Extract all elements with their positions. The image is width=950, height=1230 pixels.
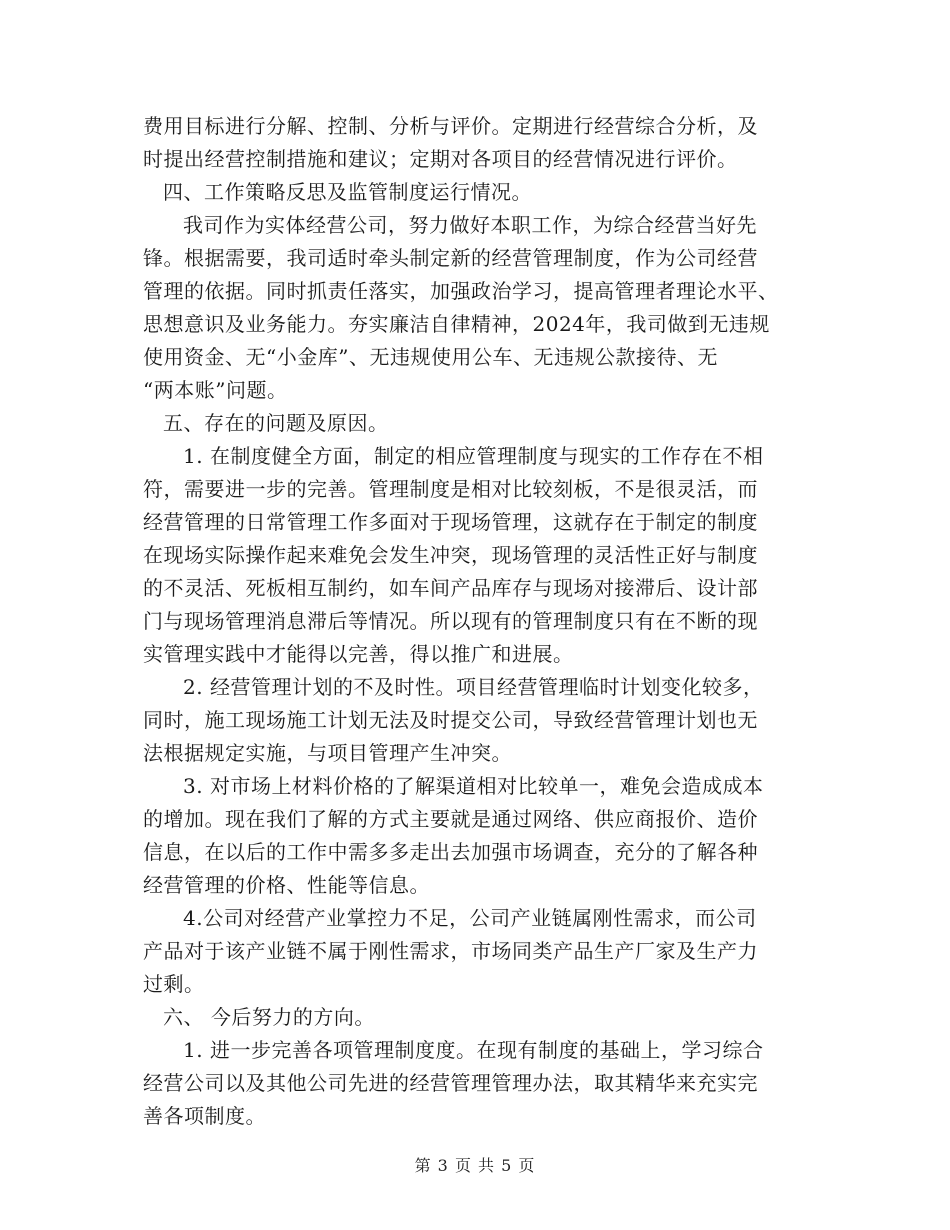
text-line: 管理的依据。同时抓责任落实，加强政治学习，提高管理者理论水平、 — [143, 279, 779, 303]
text-line: “两本账”问题。 — [143, 378, 288, 402]
text-line: 经营管理的日常管理工作多面对于现场管理，这就存在于制定的制度 — [143, 510, 758, 534]
text-line: 我司作为实体经营公司，努力做好本职工作，为综合经营当好先 — [183, 213, 757, 237]
section-heading: 六、 今后努力的方向。 — [163, 1005, 375, 1029]
text-line: 经营公司以及其他公司先进的经营管理管理办法，取其精华来充实完 — [143, 1071, 758, 1095]
text-line: 2. 经营管理计划的不及时性。项目经营管理临时计划变化较多， — [183, 675, 764, 699]
text-line: 使用资金、无“小金库”、无违规使用公车、无违规公款接待、无 — [143, 345, 718, 369]
text-line: 产品对于该产业链不属于刚性需求，市场同类产品生产厂家及生产力 — [143, 939, 758, 963]
text-line: 思想意识及业务能力。夯实廉洁自律精神，2024年，我司做到无违规 — [143, 312, 770, 336]
text-line: 时提出经营控制措施和建议；定期对各项目的经营情况进行评价。 — [143, 147, 738, 171]
text-line: 善各项制度。 — [143, 1104, 266, 1128]
text-line: 的不灵活、死板相互制约，如车间产品库存与现场对接滞后、设计部 — [143, 576, 758, 600]
text-line: 经营管理的价格、性能等信息。 — [143, 873, 430, 897]
text-line: 过剩。 — [143, 972, 205, 996]
text-line: 在现场实际操作起来难免会发生冲突，现场管理的灵活性正好与制度 — [143, 543, 758, 567]
text-line: 3. 对市场上材料价格的了解渠道相对比较单一，难免会造成成本 — [183, 774, 764, 798]
page-footer: 第 3 页 共 5 页 — [414, 1156, 536, 1175]
text-line: 4.公司对经营产业掌控力不足，公司产业链属刚性需求，而公司 — [183, 906, 757, 930]
text-line: 的增加。现在我们了解的方式主要就是通过网络、供应商报价、造价 — [143, 807, 758, 831]
section-heading: 四、工作策略反思及监管制度运行情况。 — [163, 180, 532, 204]
section-heading: 五、存在的问题及原因。 — [163, 411, 389, 435]
text-line: 门与现场管理消息滞后等情况。所以现有的管理制度只有在不断的现 — [143, 609, 758, 633]
text-line: 1. 在制度健全方面，制定的相应管理制度与现实的工作存在不相 — [183, 444, 764, 468]
text-line: 1. 进一步完善各项管理制度度。在现有制度的基础上，学习综合 — [183, 1038, 764, 1062]
text-line: 符，需要进一步的完善。管理制度是相对比较刻板，不是很灵活，而 — [143, 477, 758, 501]
text-line: 锋。根据需要，我司适时牵头制定新的经营管理制度，作为公司经营 — [143, 246, 758, 270]
text-line: 实管理实践中才能得以完善，得以推广和进展。 — [143, 642, 574, 666]
text-line: 费用目标进行分解、控制、分析与评价。定期进行经营综合分析，及 — [143, 114, 758, 138]
text-line: 信息，在以后的工作中需多多走出去加强市场调查，充分的了解各种 — [143, 840, 758, 864]
text-line: 同时，施工现场施工计划无法及时提交公司，导致经营管理计划也无 — [143, 708, 758, 732]
body-text — [143, 110, 807, 1133]
text-line: 法根据规定实施，与项目管理产生冲突。 — [143, 741, 512, 765]
